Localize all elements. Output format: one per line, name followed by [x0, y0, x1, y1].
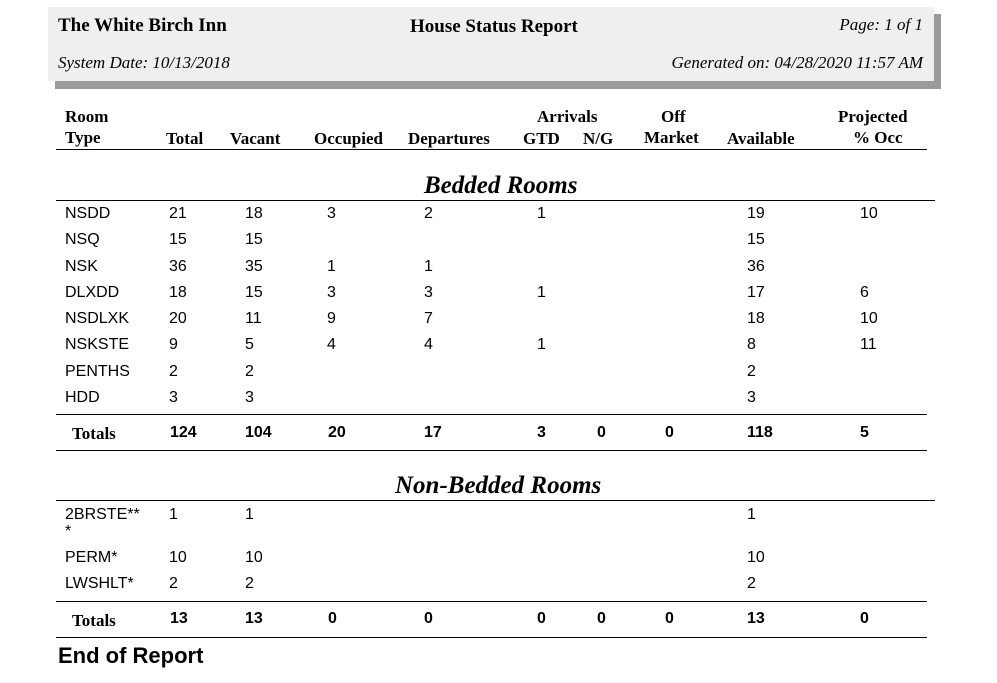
col-arrivals-ng: N/G	[583, 129, 614, 148]
cell-available: 3	[747, 389, 756, 406]
cell-vacant: 11	[245, 310, 262, 327]
col-arrivals: Arrivals	[537, 107, 598, 126]
table-row	[0, 363, 997, 383]
cell-total: 1	[169, 506, 178, 523]
table-row	[0, 310, 997, 330]
cell-type: HDD	[65, 389, 100, 406]
cell-type: NSK	[65, 258, 98, 275]
table-row	[0, 205, 997, 225]
cell-type: 2BRSTE**	[65, 506, 140, 523]
cell-occupied: 3	[327, 284, 336, 301]
cell-vacant: 1	[245, 506, 254, 523]
report-title: House Status Report	[410, 16, 578, 37]
nonbedded-totals-label: Totals	[72, 611, 116, 630]
nonbedded-totals-gtd: 0	[537, 610, 546, 627]
nonbedded-totals-vacant: 13	[245, 610, 263, 627]
bedded-totals-available: 118	[747, 424, 773, 441]
cell-vacant: 18	[245, 205, 263, 222]
table-row	[0, 506, 997, 540]
nonbedded-totals-projected: 0	[860, 610, 869, 627]
page-number: Page: 1 of 1	[839, 15, 923, 34]
cell-type: PENTHS	[65, 363, 130, 380]
nonbedded-totals-available: 13	[747, 610, 765, 627]
cell-available: 10	[747, 549, 765, 566]
cell-type: NSDD	[65, 205, 111, 222]
cell-vacant: 15	[245, 231, 263, 248]
bedded-totals-vacant: 104	[245, 424, 272, 441]
bedded-totals-gtd: 3	[537, 424, 546, 441]
cell-vacant: 15	[245, 284, 263, 301]
generated-on: Generated on: 04/28/2020 11:57 AM	[671, 53, 923, 72]
bedded-totals-occupied: 20	[328, 424, 346, 441]
cell-proj: 11	[860, 336, 877, 353]
nonbedded-totals-ng: 0	[597, 610, 606, 627]
header-divider	[56, 149, 927, 150]
cell-departures: 4	[424, 336, 433, 353]
bedded-totals-total: 124	[170, 424, 197, 441]
end-of-report: End of Report	[58, 643, 204, 668]
bedded-totals-label: Totals	[72, 424, 116, 443]
col-off-market-line1: Off	[661, 107, 686, 126]
cell-occupied: 9	[327, 310, 336, 327]
cell-occupied: 1	[327, 258, 336, 275]
cell-proj: 10	[860, 205, 878, 222]
bedded-totals-top-rule	[56, 414, 927, 415]
cell-type-wrap: *	[65, 523, 72, 540]
cell-available: 8	[747, 336, 756, 353]
cell-gtd: 1	[537, 336, 546, 353]
cell-available: 17	[747, 284, 765, 301]
col-room-type-line2: Type	[65, 128, 101, 147]
col-projected-line2: % Occ	[853, 128, 903, 147]
col-total: Total	[166, 129, 204, 148]
nonbedded-totals-top-rule	[56, 601, 927, 602]
cell-proj: 6	[860, 284, 869, 301]
cell-total: 10	[169, 549, 187, 566]
cell-vacant: 5	[245, 336, 254, 353]
section-divider-bedded	[56, 200, 935, 201]
bedded-totals-departures: 17	[424, 424, 442, 441]
cell-vacant: 3	[245, 389, 254, 406]
bedded-totals-bottom-rule	[56, 450, 927, 451]
cell-available: 18	[747, 310, 765, 327]
col-projected-line1: Projected	[838, 107, 908, 126]
cell-departures: 7	[424, 310, 433, 327]
nonbedded-totals-occupied: 0	[328, 610, 337, 627]
cell-occupied: 4	[327, 336, 336, 353]
table-row	[0, 389, 997, 409]
cell-type: NSQ	[65, 231, 100, 248]
cell-vacant: 2	[245, 363, 254, 380]
col-room-type-line1: Room	[65, 107, 109, 126]
section-title-nonbedded: Non-Bedded Rooms	[395, 472, 602, 499]
table-row	[0, 575, 997, 595]
cell-available: 1	[747, 506, 756, 523]
cell-total: 36	[169, 258, 187, 275]
cell-proj: 10	[860, 310, 878, 327]
cell-total: 9	[169, 336, 178, 353]
cell-total: 3	[169, 389, 178, 406]
table-row	[0, 336, 997, 356]
table-row	[0, 284, 997, 304]
cell-available: 15	[747, 231, 765, 248]
col-occupied: Occupied	[314, 129, 383, 148]
bedded-totals-off-market: 0	[665, 424, 674, 441]
bedded-totals-ng: 0	[597, 424, 606, 441]
cell-type: PERM*	[65, 549, 118, 566]
col-off-market-line2: Market	[644, 128, 699, 147]
cell-gtd: 1	[537, 205, 546, 222]
cell-available: 19	[747, 205, 765, 222]
cell-vacant: 2	[245, 575, 254, 592]
col-available: Available	[727, 129, 795, 148]
cell-total: 20	[169, 310, 187, 327]
nonbedded-totals-departures: 0	[424, 610, 433, 627]
col-departures: Departures	[408, 129, 490, 148]
cell-available: 2	[747, 363, 756, 380]
table-row	[0, 258, 997, 278]
col-arrivals-gtd: GTD	[523, 129, 560, 148]
system-date: System Date: 10/13/2018	[58, 53, 230, 72]
section-divider-nonbedded	[56, 500, 935, 501]
cell-occupied: 3	[327, 205, 336, 222]
section-title-bedded: Bedded Rooms	[424, 172, 578, 199]
cell-total: 2	[169, 363, 178, 380]
cell-total: 2	[169, 575, 178, 592]
cell-type: NSKSTE	[65, 336, 130, 353]
cell-type: NSDLXK	[65, 310, 130, 327]
nonbedded-totals-total: 13	[170, 610, 188, 627]
cell-departures: 1	[424, 258, 433, 275]
bedded-totals-projected: 5	[860, 424, 869, 441]
cell-type: DLXDD	[65, 284, 120, 301]
table-row	[0, 549, 997, 569]
nonbedded-totals-off-market: 0	[665, 610, 674, 627]
cell-total: 21	[169, 205, 187, 222]
cell-total: 18	[169, 284, 187, 301]
cell-vacant: 35	[245, 258, 263, 275]
cell-total: 15	[169, 231, 187, 248]
cell-departures: 2	[424, 205, 433, 222]
col-vacant: Vacant	[230, 129, 281, 148]
cell-available: 2	[747, 575, 756, 592]
nonbedded-totals-bottom-rule	[56, 637, 927, 638]
cell-type: LWSHLT*	[65, 575, 134, 592]
cell-vacant: 10	[245, 549, 263, 566]
table-row	[0, 231, 997, 251]
cell-gtd: 1	[537, 284, 546, 301]
hotel-name: The White Birch Inn	[58, 15, 227, 36]
cell-departures: 3	[424, 284, 433, 301]
cell-available: 36	[747, 258, 765, 275]
